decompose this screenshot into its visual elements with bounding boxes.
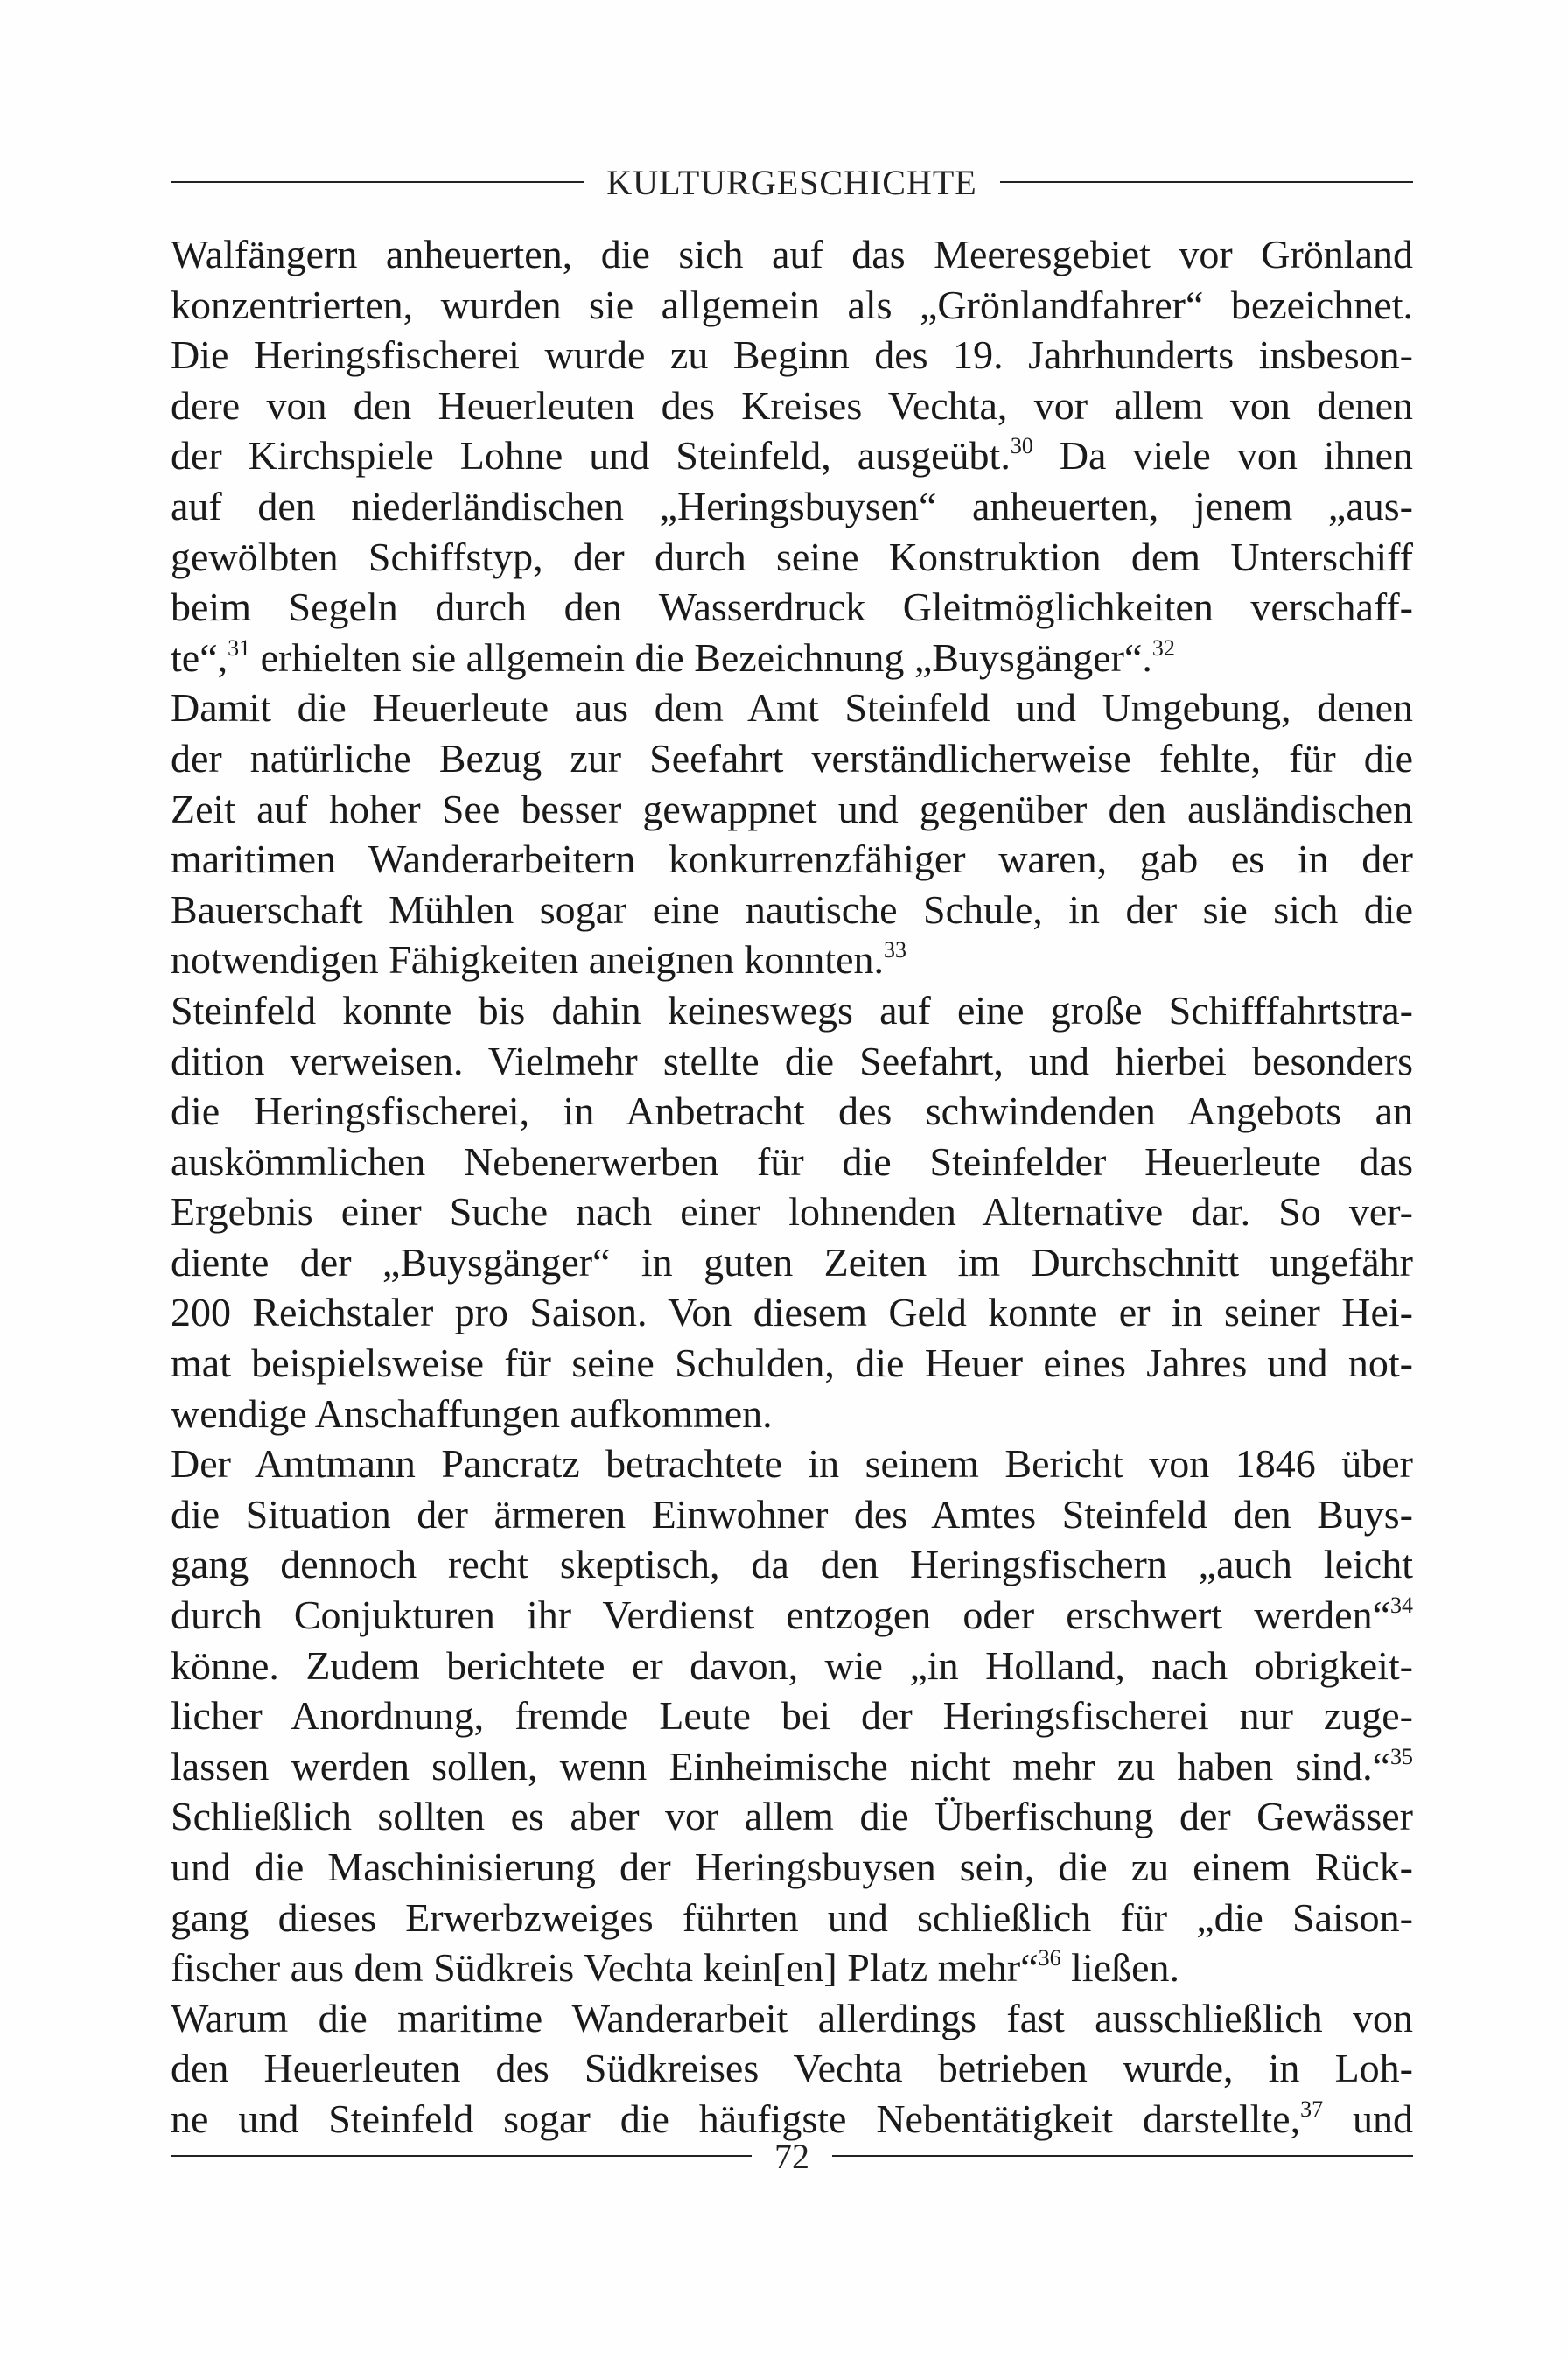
line-text: licher Anordnung, fremde Leute bei der Heringsfischerei nur zuge-: [171, 1693, 1413, 1739]
line-text-continued: erhielten sie allgemein die Bezeichnung „Buysgänger“.: [250, 634, 1152, 680]
line-text: wendige Anschaffungen aufkommen.: [171, 1390, 773, 1436]
line-text: dition verweisen. Vielmehr stellte die Seefahrt, und hierbei besonders: [171, 1038, 1413, 1083]
footnote-reference: 30: [1010, 433, 1033, 459]
text-line: [171, 280, 1413, 331]
text-line: [171, 1287, 1413, 1338]
line-text-continued: Da viele von ihnen: [1032, 433, 1414, 479]
line-text: gang dennoch recht skeptisch, da den Heringsfischern „auch leicht: [171, 1542, 1413, 1587]
text-line: [171, 1791, 1413, 1842]
line-text: 200 Reichstaler pro Saison. Von diesem Geld konnte er in seiner Hei-: [171, 1290, 1413, 1335]
line-text: fischer aus dem Südkreis Vechta kein[en] Platz mehr“: [171, 1945, 1039, 1991]
line-text: ne und Steinfeld sogar die häufigste Nebentätigkeit darstellte,: [171, 2096, 1301, 2141]
text-line: [171, 1690, 1413, 1741]
page-number: 72: [774, 2136, 809, 2176]
line-text: maritimen Wanderarbeitern konkurrenzfähiger waren, gab es in der: [171, 836, 1413, 882]
header-rule-right: [1000, 181, 1413, 183]
footnote-reference: 31: [228, 634, 251, 661]
line-text: den Heuerleuten des Südkreises Vechta betrieben wurde, in Loh-: [171, 2046, 1413, 2091]
line-text: dere von den Heuerleuten des Kreises Vechta, vor allem von denen: [171, 382, 1413, 428]
line-text: die Situation der ärmeren Einwohner des Amtes Steinfeld den Buys-: [171, 1491, 1413, 1536]
text-line: [171, 885, 1413, 935]
line-text: und die Maschinisierung der Heringsbuysen sein, die zu einem Rück-: [171, 1844, 1413, 1889]
text-line: [171, 1389, 1413, 1439]
line-text: beim Segeln durch den Wasserdruck Gleitmöglichkeiten verschaff-: [171, 584, 1413, 630]
line-text: Schließlich sollten es aber vor allem die Überfischung der Gewässer: [171, 1794, 1413, 1839]
line-text: diente der „Buysgänger“ in guten Zeiten im Durchschnitt ungefähr: [171, 1239, 1413, 1284]
text-line: [171, 633, 1413, 683]
text-line: [171, 1893, 1413, 1943]
footnote-reference: 37: [1300, 2096, 1324, 2122]
text-line: [171, 1842, 1413, 1893]
text-line: [171, 430, 1413, 481]
text-line: [171, 1137, 1413, 1187]
line-text: mat beispielsweise für seine Schulden, die Heuer eines Jahres und not-: [171, 1340, 1413, 1386]
line-text-continued: und: [1323, 2096, 1414, 2141]
text-line: [171, 381, 1413, 431]
footnote-reference: 34: [1390, 1592, 1413, 1619]
line-text: könne. Zudem berichtete er davon, wie „in Holland, nach obrigkeit-: [171, 1642, 1413, 1688]
line-text: auf den niederländischen „Heringsbuysen“ anheuerten, jenem „aus-: [171, 483, 1413, 528]
text-line: [171, 330, 1413, 381]
line-text: Steinfeld konnte bis dahin keineswegs auf eine große Schifffahrtstra-: [171, 987, 1413, 1032]
footnote-reference: 36: [1038, 1945, 1061, 1971]
line-text: Warum die maritime Wanderarbeit allerdings fast ausschließlich von: [171, 1995, 1413, 2040]
text-line: [171, 481, 1413, 532]
running-title: KULTURGESCHICHTE: [606, 162, 977, 202]
line-text: auskömmlichen Nebenerwerben für die Steinfelder Heuerleute das: [171, 1138, 1413, 1184]
text-line: [171, 784, 1413, 835]
line-text: notwendigen Fähigkeiten aneignen konnten.: [171, 937, 885, 983]
text-line: [171, 1438, 1413, 1489]
line-text: der Kirchspiele Lohne und Steinfeld, ausgeübt.: [171, 433, 1011, 479]
footer-rule-right: [832, 2155, 1413, 2157]
line-text: die Heringsfischerei, in Anbetracht des schwindenden Angebots an: [171, 1088, 1413, 1134]
line-text: Die Heringsfischerei wurde zu Beginn des 19. Jahrhunderts insbeson-: [171, 332, 1413, 378]
text-line: [171, 1489, 1413, 1540]
text-line: [171, 682, 1413, 733]
text-line: [171, 1237, 1413, 1288]
text-line: [171, 1036, 1413, 1087]
footnote-reference: 35: [1390, 1743, 1413, 1769]
text-line: [171, 985, 1413, 1036]
text-line: [171, 1993, 1413, 2044]
running-footer: [171, 2130, 1413, 2182]
line-text: konzentrierten, wurden sie allgemein als „Grönlandfahrer“ bezeichnet.: [171, 282, 1413, 327]
line-text-continued: ließen.: [1060, 1945, 1180, 1991]
text-line: [171, 1539, 1413, 1590]
text-line: [171, 532, 1413, 583]
text-line: [171, 229, 1413, 280]
text-line: [171, 1338, 1413, 1389]
text-line: [171, 934, 1413, 985]
line-text: Walfängern anheuerten, die sich auf das Meeresgebiet vor Grönland: [171, 232, 1413, 276]
line-text: Ergebnis einer Suche nach einer lohnenden Alternative dar. So ver-: [171, 1189, 1413, 1235]
body-text: [171, 229, 1413, 2145]
line-text: der natürliche Bezug zur Seefahrt verständlicherweise fehlte, für die: [171, 735, 1413, 780]
text-line: [171, 733, 1413, 784]
text-line: [171, 2043, 1413, 2094]
text-line: [171, 1641, 1413, 1691]
line-text: lassen werden sollen, wenn Einheimische nicht mehr zu haben sind.“: [171, 1743, 1390, 1788]
footnote-reference: 33: [884, 937, 907, 963]
line-text: Der Amtmann Pancratz betrachtete in seinem Bericht von 1846 über: [171, 1441, 1413, 1487]
line-text: gewölbten Schiffstyp, der durch seine Konstruktion dem Unterschiff: [171, 534, 1413, 579]
text-line: [171, 582, 1413, 633]
line-text: Zeit auf hoher See besser gewappnet und gegenüber den ausländischen: [171, 786, 1413, 831]
running-header: [171, 156, 1413, 208]
line-text: durch Conjukturen ihr Verdienst entzogen oder erschwert werden“: [171, 1592, 1390, 1638]
text-line: [171, 834, 1413, 885]
line-text: Bauerschaft Mühlen sogar eine nautische Schule, in der sie sich die: [171, 886, 1413, 932]
footer-rule-left: [171, 2155, 752, 2157]
line-text: te“,: [171, 634, 228, 680]
text-line: [171, 1086, 1413, 1137]
line-text: gang dieses Erwerbzweiges führten und schließlich für „die Saison-: [171, 1894, 1413, 1940]
text-line: [171, 1942, 1413, 1993]
text-line: [171, 1590, 1413, 1641]
text-line: [171, 1186, 1413, 1237]
header-rule-left: [171, 181, 584, 183]
line-text: Damit die Heuerleute aus dem Amt Steinfeld und Umgebung, denen: [171, 685, 1413, 731]
footnote-reference: 32: [1152, 634, 1175, 661]
text-line: [171, 1741, 1413, 1792]
